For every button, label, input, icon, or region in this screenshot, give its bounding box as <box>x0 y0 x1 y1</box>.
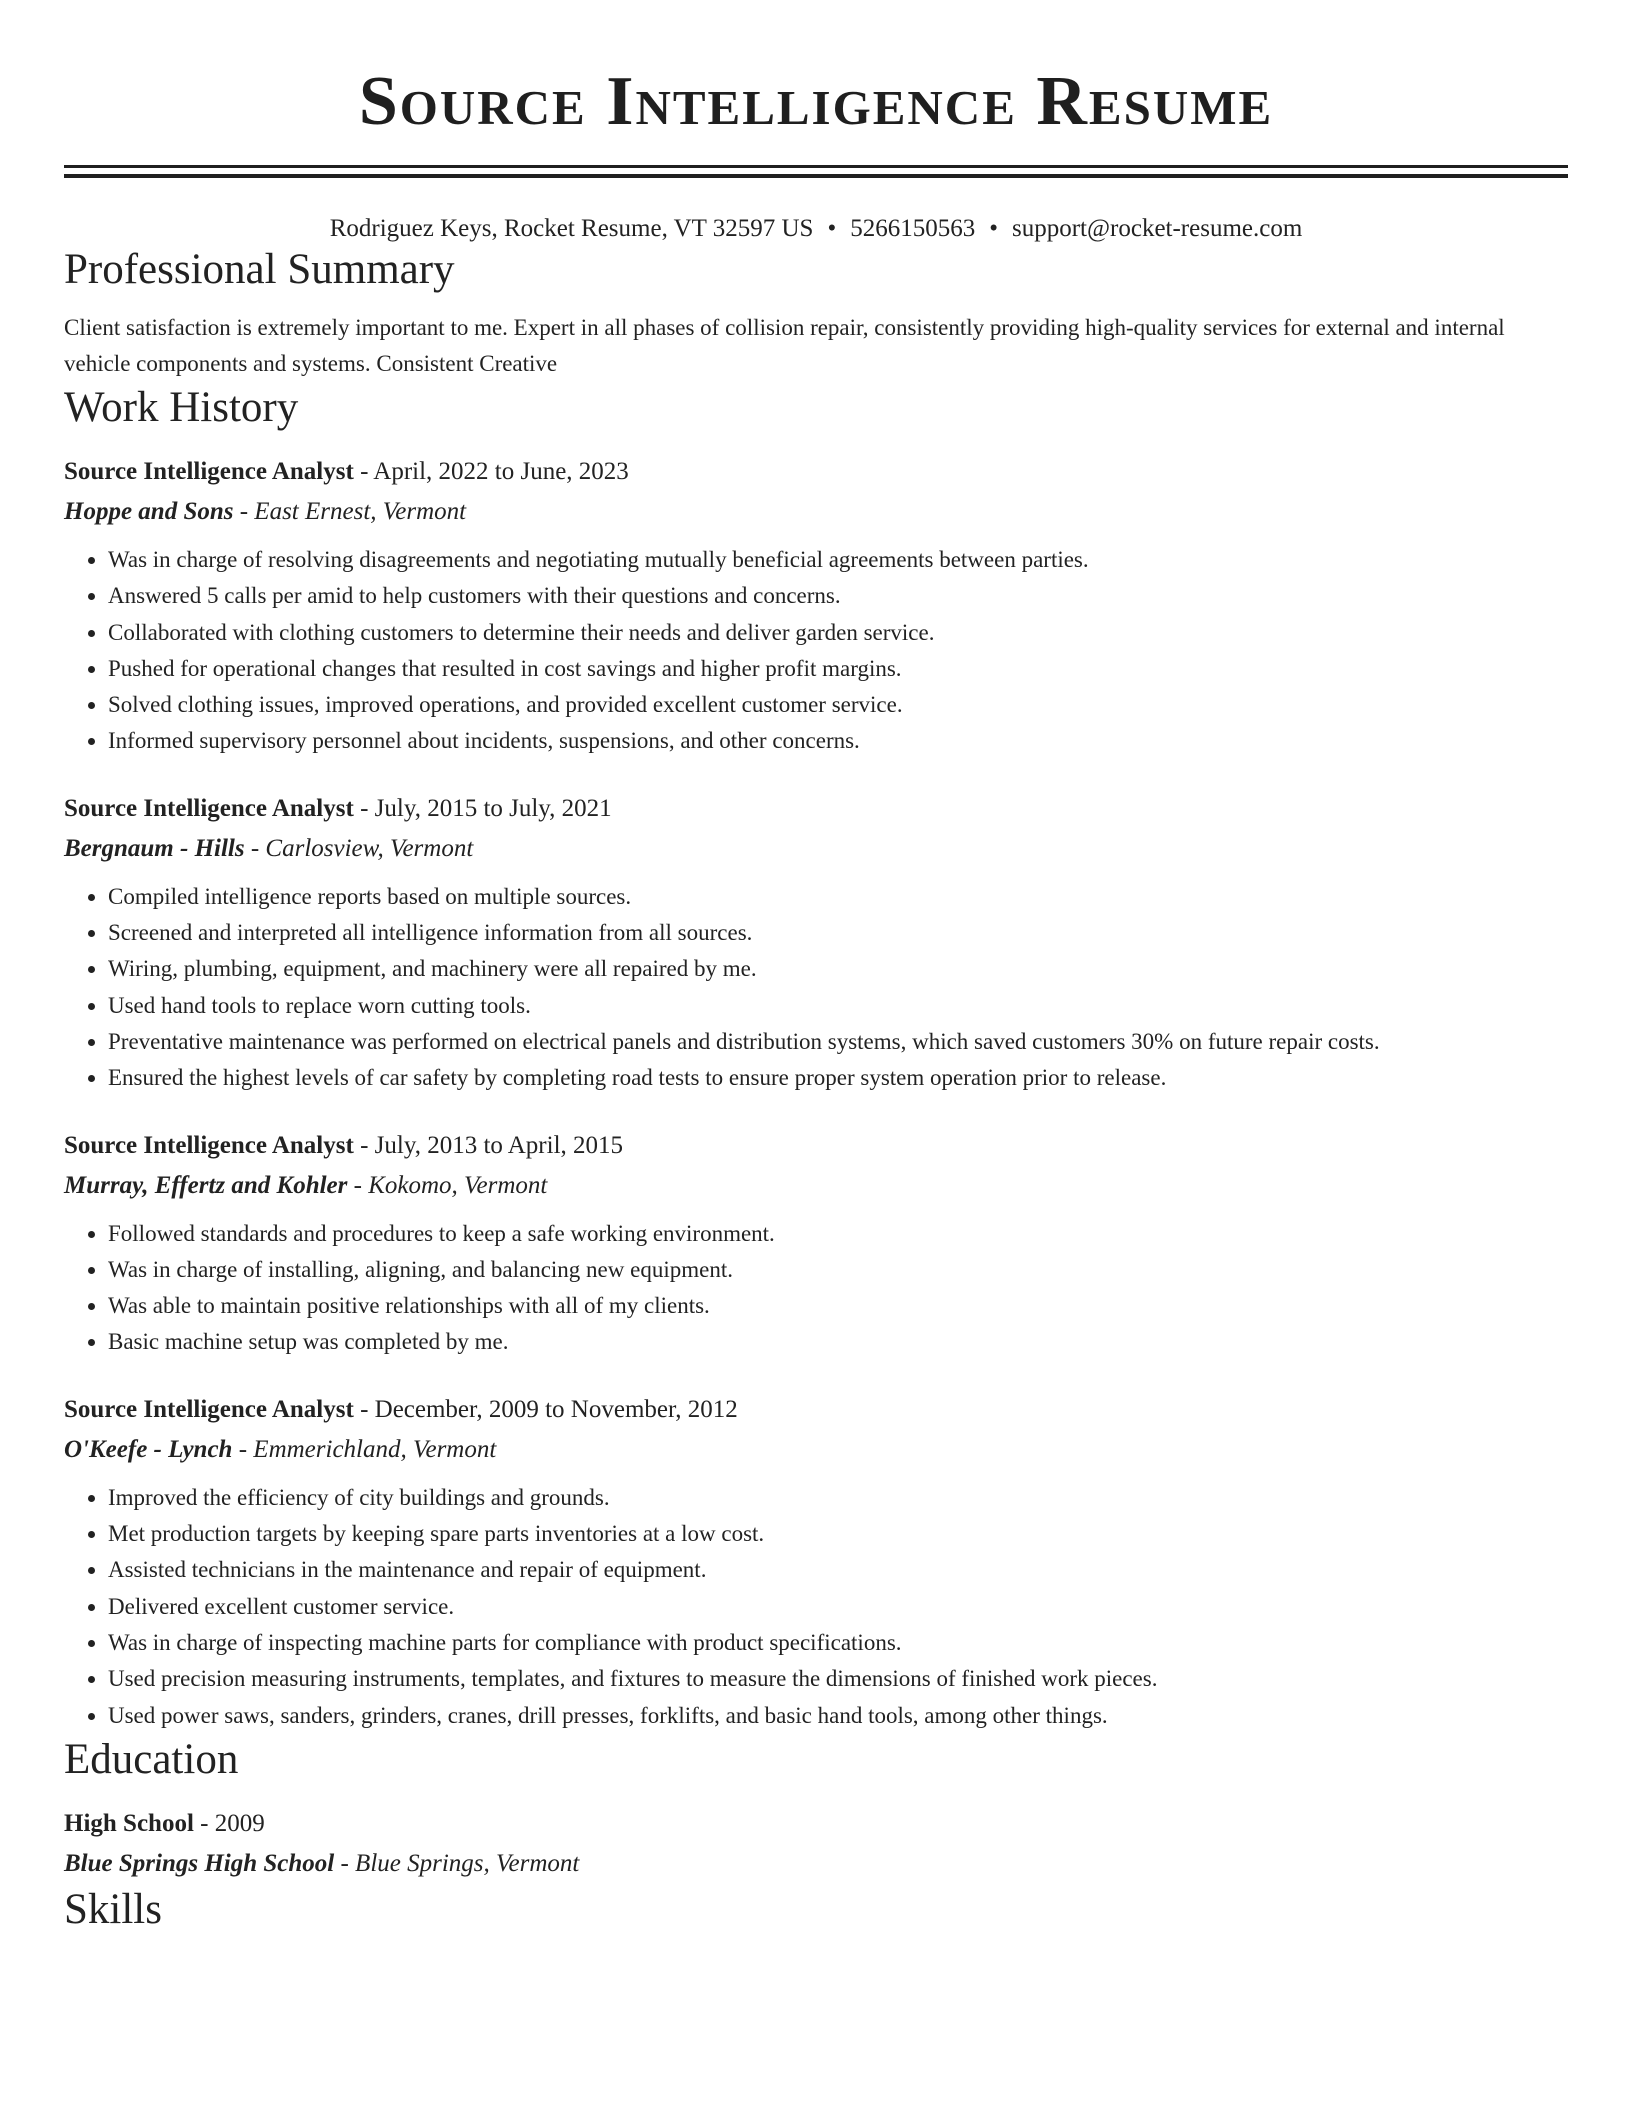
job-bullet: • Screened and interpreted all intelligence information from all sources. <box>108 915 1568 951</box>
summary-text: Client satisfaction is extremely important to me. Expert in all phases of collision repair, consistently providing high-quality services for external and internal vehicle components and systems. Consistent Creative <box>64 315 1505 376</box>
job-bullet: • Was in charge of resolving disagreements and negotiating mutually beneficial agreements between parties. <box>108 542 1568 578</box>
education-school: Blue Springs High School <box>64 1849 335 1877</box>
job-bullet: • Was able to maintain positive relationships with all of my clients. <box>108 1288 1568 1324</box>
job-bullets <box>64 1216 1568 1361</box>
job-bullet: • Used precision measuring instruments, templates, and fixtures to measure the dimensions of finished work pieces. <box>108 1661 1568 1697</box>
job-bullet: • Preventative maintenance was performed on electrical panels and distribution systems, which saved customers 30% on future repair costs. <box>108 1024 1568 1060</box>
job-company-line <box>64 829 1568 869</box>
job-location: - East Ernest, Vermont <box>233 498 467 525</box>
job-location: - Kokomo, Vermont <box>347 1171 548 1199</box>
contact-line <box>64 214 1568 244</box>
job-title-line <box>64 1126 1568 1166</box>
job-bullet: • Delivered excellent customer service. <box>108 1589 1568 1625</box>
job-bullet: • Was in charge of installing, aligning, and balancing new equipment. <box>108 1252 1568 1288</box>
job-bullet: • Pushed for operational changes that resulted in cost savings and higher profit margins. <box>108 651 1568 687</box>
job-bullet: • Basic machine setup was completed by me. <box>108 1324 1568 1360</box>
job-company: O'Keefe - Lynch <box>64 1435 233 1463</box>
contact-phone: 5266150563 <box>850 215 976 242</box>
job-dates: - July, 2013 to April, 2015 <box>353 1131 624 1159</box>
job-bullet: • Collaborated with clothing customers to determine their needs and deliver garden service. <box>108 615 1568 651</box>
job-company: Hoppe and Sons <box>64 498 234 525</box>
job-company-line <box>64 492 1568 532</box>
contact-separator: • <box>989 215 998 242</box>
education-location: - Blue Springs, Vermont <box>334 1849 580 1877</box>
job-title: Source Intelligence Analyst <box>64 794 354 822</box>
education-heading: Education <box>64 1735 239 1783</box>
resume-title: Source Intelligence Resume <box>358 63 1274 140</box>
education-year: - 2009 <box>193 1809 265 1837</box>
contact-address: Rodriguez Keys, Rocket Resume, VT 32597 US <box>329 215 814 242</box>
job-title: Source Intelligence Analyst <box>64 458 354 485</box>
job-dates: - December, 2009 to November, 2012 <box>353 1395 738 1423</box>
education-degree: High School <box>64 1809 194 1837</box>
job-entry <box>64 789 1568 1097</box>
job-bullet: • Was in charge of inspecting machine parts for compliance with product specifications. <box>108 1625 1568 1661</box>
job-company: Murray, Effertz and Kohler <box>64 1171 348 1199</box>
job-location: - Carlosview, Vermont <box>244 834 474 862</box>
job-title: Source Intelligence Analyst <box>64 1395 354 1423</box>
job-bullets <box>64 1480 1568 1734</box>
title-divider-thick <box>64 174 1568 178</box>
education-entry <box>64 1804 1568 1884</box>
title-divider <box>64 165 1568 168</box>
job-dates: - April, 2022 to June, 2023 <box>353 458 629 485</box>
job-company-line <box>64 1430 1568 1470</box>
job-bullet: • Informed supervisory personnel about incidents, suspensions, and other concerns. <box>108 723 1568 759</box>
job-bullet: • Compiled intelligence reports based on multiple sources. <box>108 879 1568 915</box>
job-title-line <box>64 789 1568 829</box>
job-bullet: • Used hand tools to replace worn cutting tools. <box>108 988 1568 1024</box>
job-company-line <box>64 1166 1568 1206</box>
job-bullets <box>64 542 1568 760</box>
work-history-heading: Work History <box>64 384 299 431</box>
skills-heading: Skills <box>64 1885 162 1933</box>
job-bullet: • Wiring, plumbing, equipment, and machinery were all repaired by me. <box>108 951 1568 987</box>
job-bullet: • Ensured the highest levels of car safety by completing road tests to ensure proper system operation prior to release. <box>108 1060 1568 1096</box>
job-entry <box>64 1126 1568 1361</box>
job-bullets <box>64 879 1568 1097</box>
job-dates: - July, 2015 to July, 2021 <box>353 794 612 822</box>
job-bullet: • Improved the efficiency of city buildings and grounds. <box>108 1480 1568 1516</box>
job-entry <box>64 452 1568 760</box>
job-location: - Emmerichland, Vermont <box>232 1435 497 1463</box>
job-entry <box>64 1390 1568 1734</box>
contact-email[interactable]: support@rocket-resume.com <box>1012 215 1303 242</box>
education-school-line <box>64 1844 1568 1884</box>
job-title-line <box>64 452 1568 492</box>
education-degree-line <box>64 1804 1568 1844</box>
job-bullet: • Used power saws, sanders, grinders, cranes, drill presses, forklifts, and basic hand tools, among other things. <box>108 1698 1568 1734</box>
contact-separator: • <box>827 215 837 242</box>
job-bullet: • Followed standards and procedures to keep a safe working environment. <box>108 1216 1568 1252</box>
job-bullet: • Assisted technicians in the maintenance and repair of equipment. <box>108 1552 1568 1588</box>
job-company: Bergnaum - Hills <box>64 834 245 862</box>
job-bullet: • Met production targets by keeping spare parts inventories at a low cost. <box>108 1516 1568 1552</box>
job-bullet: • Solved clothing issues, improved operations, and provided excellent customer service. <box>108 687 1568 723</box>
job-bullet: • Answered 5 calls per amid to help customers with their questions and concerns. <box>108 578 1568 614</box>
job-title-line <box>64 1390 1568 1430</box>
job-title: Source Intelligence Analyst <box>64 1131 354 1159</box>
summary-heading: Professional Summary <box>64 246 455 293</box>
